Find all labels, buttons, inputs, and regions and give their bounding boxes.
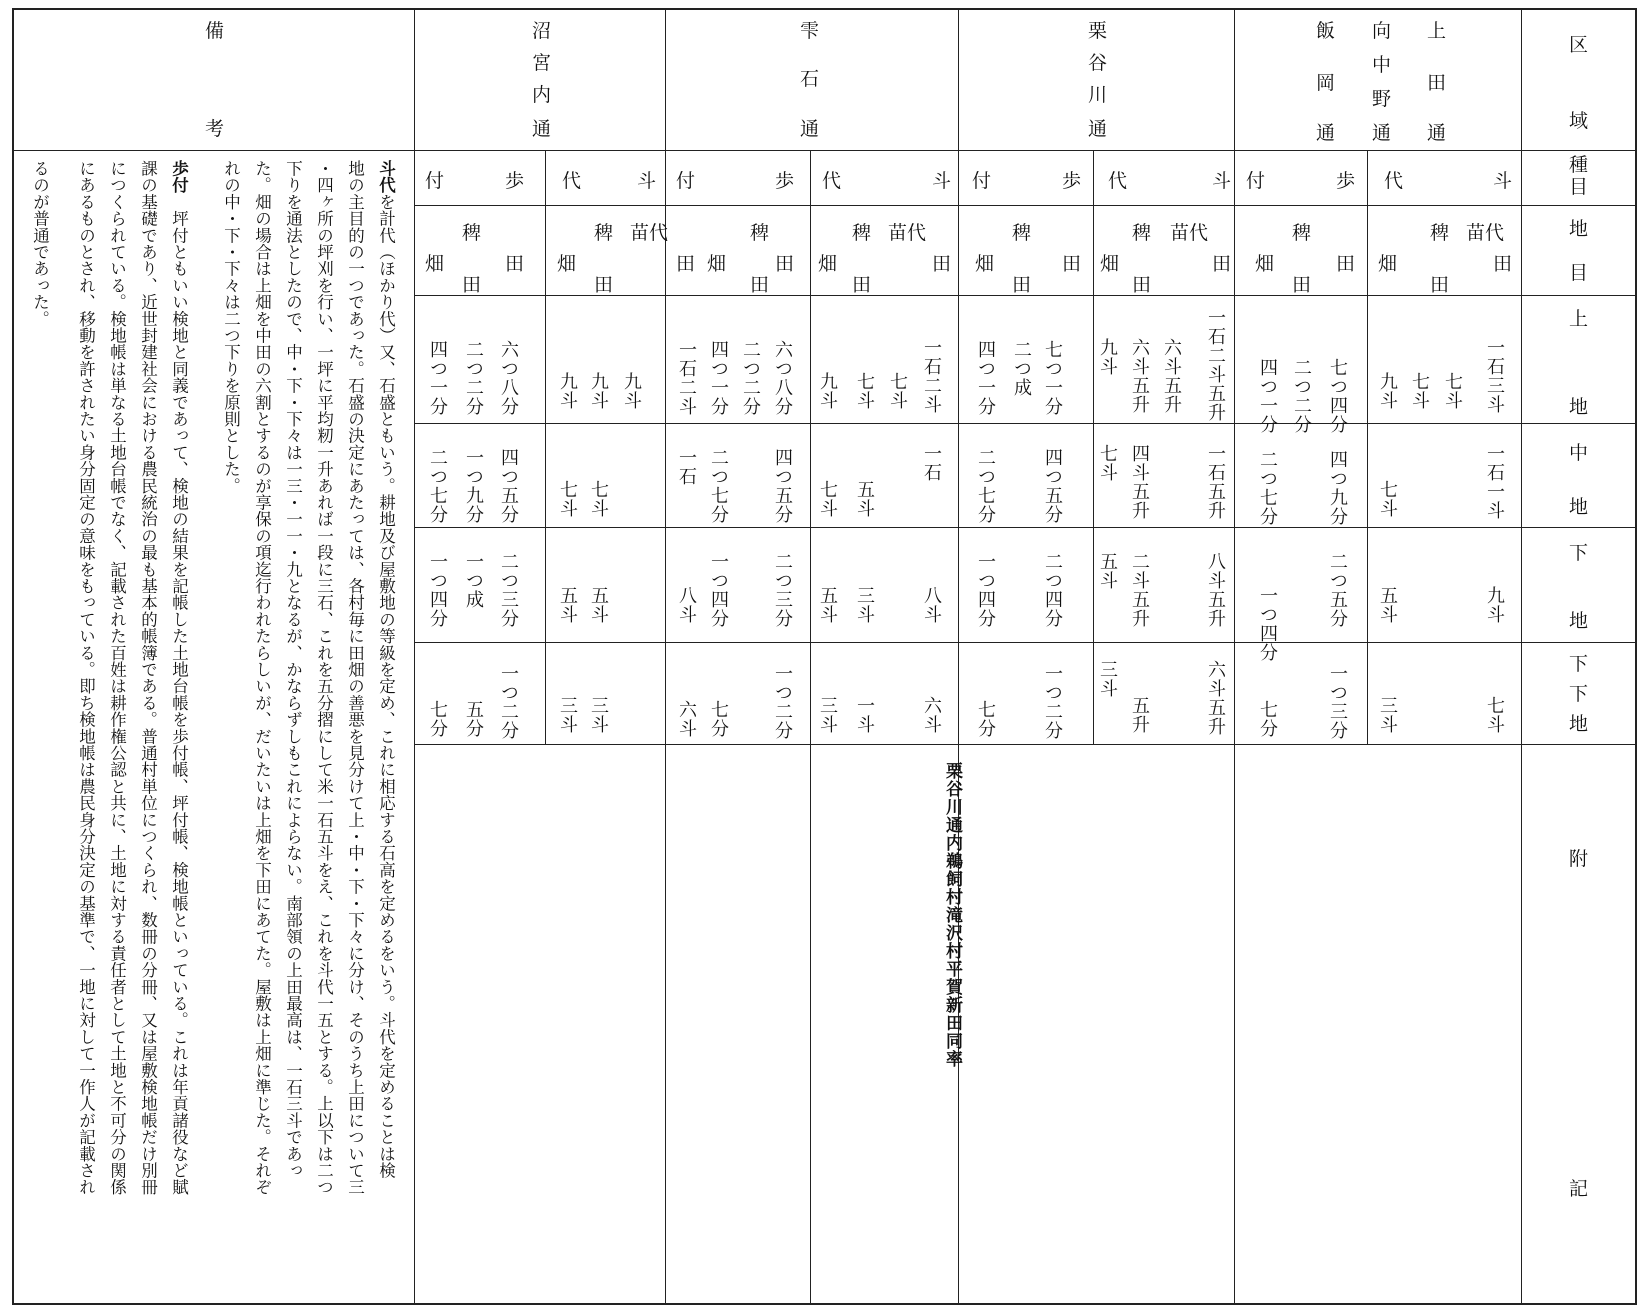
subcol-divider-4 (1367, 150, 1368, 745)
remarks-line: 歩付 坪付ともいい検地と同義であって、検地の結果を記帳した土地台帳を歩付帳、坪付帳、検地帳といっている。これは年貢諸役など賦 (169, 160, 189, 1196)
area-divider-3 (1234, 8, 1235, 1305)
subcol-divider-3 (1093, 150, 1094, 745)
header-rule (12, 150, 1637, 151)
type-row-rule (414, 205, 1637, 206)
label-divider (1521, 8, 1522, 1305)
remarks-line: れの中・下・下々は二つ下りを原則とした。 (221, 160, 241, 494)
remarks-line: 地の主目的の一つであった。石盛の決定にあたっては、各村毎に田畑の善悪を見分けて上・中・下・下々に分け、そのうち上田について三 (345, 160, 365, 1196)
subcol-divider-1 (545, 150, 546, 745)
ge-row-rule (414, 642, 1637, 643)
jo-row-rule (414, 423, 1637, 424)
chu-row-rule (414, 527, 1637, 528)
remarks-line: 斗代を計代（ほかり代）又、石盛ともいう。耕地及び屋敷地の等級を定め、これに相応する石高を定めるをいう。斗代を定めることは検 (376, 160, 396, 1179)
remarks-line: た。畑の場合は上畑を中田の六割とするのが享保の項迄行われたらしいが、だいたいは上畑を下田にあてた。屋敷は上畑に準じた。それぞ (252, 160, 272, 1196)
remarks-line: るのが普通であった。 (30, 160, 50, 327)
appendix-note: 栗谷川通内鵜飼村滝沢村平賀新田同率 (942, 762, 962, 1068)
remarks-line: につくられている。検地帳は単なる土地台帳でなく、記載された百姓は耕作権公認と共に、土地に対する責任者として土地と不可分の関係 (107, 160, 127, 1196)
subcol-divider-2 (810, 150, 811, 1305)
remarks-line: にあるものとされ、移動を許されたい身分固定の意味をもっている。即ち検地帳は農民身分決定の基準で、一地に対して一作人が記載され (76, 160, 96, 1196)
remarks-line: 下りを通法としたので、中・下・下々は一三・一一・九となるが、かならずしもこれによらない。南部領の上田最高は、一石三斗であっ (283, 160, 303, 1179)
remarks-line: 課の基礎であり、近世封建社会における農民統治の最も基本的帳簿である。普通村単位につくられ、数冊の分冊、又は屋敷検地帳だけ別冊 (138, 160, 158, 1196)
remarks-header-2: 考 (205, 118, 225, 140)
remarks-header-1: 備 (205, 20, 225, 42)
area-divider-2 (958, 8, 959, 1305)
area-divider-1 (665, 8, 666, 1305)
remarks-line: ・四ヶ所の坪刈を行い、一坪に平均籾一升あれば一段に三石、これを五分摺にして米一石五斗をえ、これを斗代一五とする。上以下は二つ (314, 160, 334, 1196)
gege-row-rule (414, 744, 1637, 745)
remarks-divider (414, 8, 415, 1305)
